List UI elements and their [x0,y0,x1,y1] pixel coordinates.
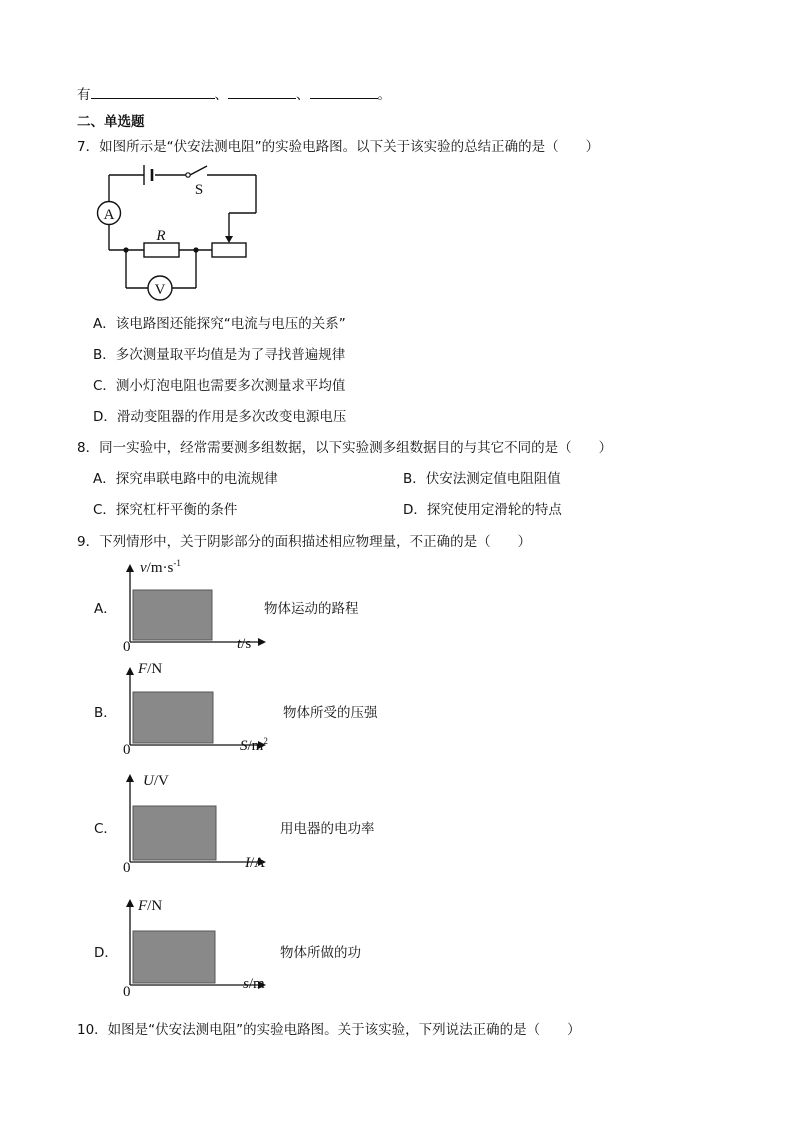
q10-stem: 10．如图是“伏安法测电阻”的实验电路图。关于该实验，下列说法正确的是（ ） [77,1022,581,1038]
q9-option-c-letter[interactable]: C． [94,821,117,837]
q9-option-d-letter[interactable]: D． [94,945,118,961]
q7-option-a[interactable]: A．该电路图还能探究“电流与电压的关系” [93,316,346,332]
switch-label: S [194,182,204,198]
q7-stem: 7．如图所示是“伏安法测电阻”的实验电路图。以下关于该实验的总结正确的是（ ） [77,139,600,155]
blank-1[interactable] [91,86,215,99]
q9-b-origin: 0 [123,742,131,758]
q9-b-x-axis-label: $S/m^2$ [240,736,268,754]
q7-option-d[interactable]: D．滑动变阻器的作用是多次改变电源电压 [93,409,347,425]
q9-option-a-letter[interactable]: A． [94,601,117,617]
q8-option-b[interactable]: B．伏安法测定值电阻阻值 [403,471,561,487]
q9-c-x-axis-label: I/A [245,855,265,871]
q9-stem: 9．下列情形中，关于阴影部分的面积描述相应物理量，不正确的是（ ） [77,534,532,550]
q9-a-x-axis-label: t/s [237,636,252,652]
q9-b-y-axis-label: F/N [138,661,163,677]
q9-option-d-desc: 物体所做的功 [280,945,361,961]
q9-d-y-axis-label: F/N [138,898,163,914]
q9-c-origin: 0 [123,860,131,876]
q9-a-origin: 0 [123,639,131,655]
q9-option-b-desc: 物体所受的压强 [283,705,378,721]
q9-option-a-desc: 物体运动的路程 [264,601,359,617]
q7-option-c[interactable]: C．测小灯泡电阻也需要多次测量求平均值 [93,378,346,394]
fill-in-line: 有 、 、 。 [77,87,391,103]
q8-option-c[interactable]: C．探究杠杆平衡的条件 [93,502,238,518]
q7-option-b[interactable]: B．多次测量取平均值是为了寻找普遍规律 [93,347,346,363]
q9-option-b-letter[interactable]: B． [94,705,117,721]
resistor-label: R [156,228,166,244]
blank-3[interactable] [310,86,378,99]
blank-2[interactable] [228,86,296,99]
q9-d-origin: 0 [123,984,131,1000]
q9-d-x-axis-label: s/m [243,976,265,992]
ammeter-label: A [103,207,115,223]
section-title: 二、单选题 [77,114,145,130]
q9-option-c-desc: 用电器的电功率 [280,821,375,837]
q8-option-d[interactable]: D．探究使用定滑轮的特点 [403,502,562,518]
q8-stem: 8．同一实验中，经常需要测多组数据，以下实验测多组数据目的与其它不同的是（ ） [77,440,613,456]
q8-option-a[interactable]: A．探究串联电路中的电流规律 [93,471,278,487]
voltmeter-label: V [154,282,166,298]
q9-c-y-axis-label: U/V [143,773,169,789]
q9-a-y-axis-label: $v/m\cdot s^{-1}$ [140,558,181,576]
